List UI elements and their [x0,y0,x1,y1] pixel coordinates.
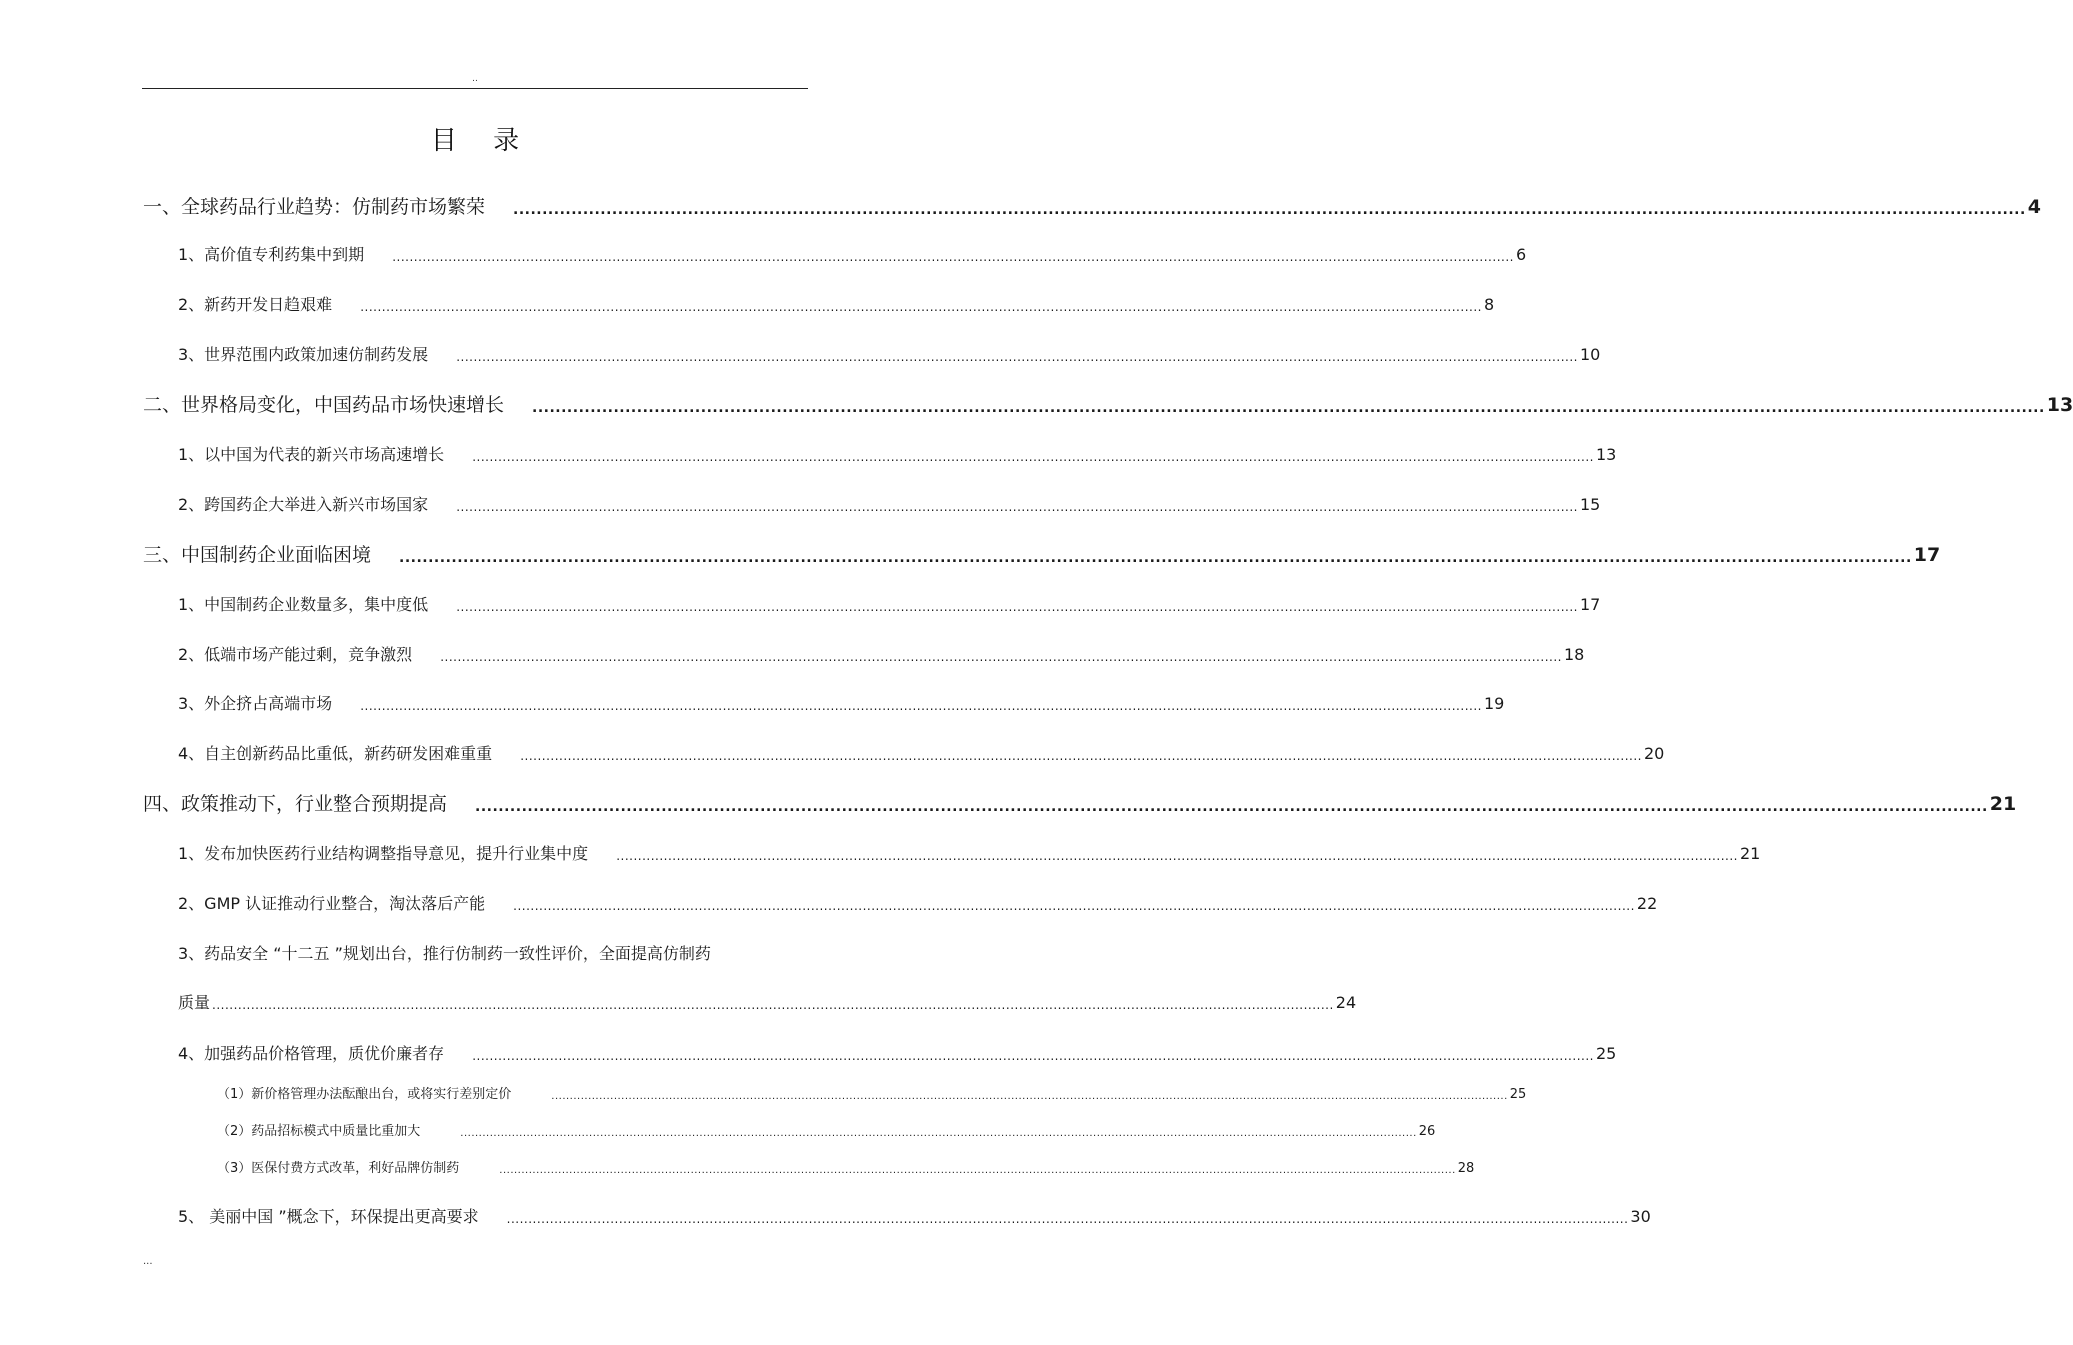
toc-entry-page: 21 [1989,793,2017,815]
toc-entry-label: 5、 美丽中国 ”概念下，环保提出更高要求 [178,1207,479,1226]
toc-entry-label: （3）医保付费方式改革，利好品牌仿制药 [217,1161,460,1176]
toc-leader-dots: .................................................................................................................................................................................................................................................................... [456,600,1578,614]
toc-leader-dots: .................................................................................................................................................................................................................................................................... [456,350,1578,364]
toc-entry-label: 1、以中国为代表的新兴市场高速增长 [178,445,445,464]
toc-subsection-4-5[interactable] [178,1205,1651,1229]
toc-subsection-3-3[interactable] [178,692,1505,716]
toc-entry-page: 26 [1418,1124,1436,1139]
toc-leader-dots: .................................................................................................................................................................................................................................................................... [360,699,1482,713]
toc-leader-dots: .................................................................................................................................................................................................................................................................... [472,450,1594,464]
toc-entry-label: 二、世界格局变化，中国药品市场快速增长 [143,394,505,416]
toc-entry-page: 10 [1579,345,1601,364]
toc-entry-label: （2）药品招标模式中质量比重加大 [217,1124,421,1139]
toc-entry-label: 2、低端市场产能过剩，竞争激烈 [178,645,413,664]
toc-entry-page: 15 [1579,495,1601,514]
toc-entry-page: 8 [1483,295,1495,314]
toc-leader-dots: .................................................................................................................................................................................................................................................................... [513,202,2026,218]
toc-entry-label: 一、全球药品行业趋势：仿制药市场繁荣 [143,196,486,218]
toc-subsection-1-3[interactable] [178,343,1601,367]
toc-entry-label: 2、新药开发日趋艰难 [178,295,333,314]
toc-entry-page: 13 [1595,445,1617,464]
toc-entry-label: 4、自主创新药品比重低，新药研发困难重重 [178,744,493,763]
toc-subsection-3-2[interactable] [178,643,1585,667]
toc-entry-label: 1、高价值专利药集中到期 [178,245,365,264]
toc-entry-page: 18 [1563,645,1585,664]
toc-entry-label: 三、中国制药企业面临困境 [143,544,372,566]
toc-leader-dots: .................................................................................................................................................................................................................................................................... [212,998,1334,1012]
toc-subsection-4-3[interactable] [178,991,1357,1015]
toc-entry-label: 1、中国制药企业数量多，集中度低 [178,595,429,614]
toc-leader-dots: .................................................................................................................................................................................................................................................................... [472,1049,1594,1063]
toc-leader-dots: .................................................................................................................................................................................................................................................................... [520,749,1642,763]
toc-subsection-4-2[interactable] [178,892,1658,916]
footer-mark: ... [143,1256,153,1267]
toc-entry-label: 四、政策推动下，行业整合预期提高 [143,793,448,815]
toc-entry-page: 22 [1636,894,1658,913]
toc-leader-dots: .................................................................................................................................................................................................................................................................... [460,1128,1417,1139]
toc-leader-dots: .................................................................................................................................................................................................................................................................... [532,400,2045,416]
toc-subsection-3-4[interactable] [178,742,1665,766]
toc-section-4[interactable] [143,790,2017,818]
toc-entry-label: 质量 [178,993,211,1012]
toc-section-3[interactable] [143,541,1941,569]
toc-entry-page: 30 [1630,1207,1651,1226]
toc-subsubsection-4-4-1[interactable] [217,1085,1527,1105]
toc-entry-page: 17 [1579,595,1601,614]
toc-leader-dots: .................................................................................................................................................................................................................................................................... [616,849,1738,863]
toc-entry-label: 3、外企挤占高端市场 [178,694,333,713]
toc-entry-page: 4 [2027,196,2042,218]
toc-subsection-1-1[interactable] [178,243,1527,267]
toc-entry-label: 4、加强药品价格管理，质优价廉者存 [178,1044,445,1063]
toc-leader-dots: .................................................................................................................................................................................................................................................................... [499,1165,1456,1176]
toc-leader-dots: .................................................................................................................................................................................................................................................................... [360,300,1482,314]
toc-subsection-4-3-first-line[interactable]: 3、药品安全 “十二五 ”规划出台，推行仿制药一致性评价，全面提高仿制药 [178,944,711,963]
toc-leader-dots: .................................................................................................................................................................................................................................................................... [551,1091,1508,1102]
toc-subsubsection-4-4-2[interactable] [217,1122,1436,1142]
toc-subsection-4-4[interactable] [178,1042,1617,1066]
toc-entry-label: （1）新价格管理办法酝酿出台，或将实行差别定价 [217,1087,512,1102]
toc-entry-page: 28 [1457,1161,1475,1176]
toc-leader-dots: .................................................................................................................................................................................................................................................................... [456,500,1578,514]
toc-entry-page: 17 [1913,544,1941,566]
toc-leader-dots: .................................................................................................................................................................................................................................................................... [399,550,1912,566]
toc-entry-page: 19 [1483,694,1505,713]
toc-leader-dots: .................................................................................................................................................................................................................................................................... [506,1212,1629,1226]
toc-entry-page: 25 [1595,1044,1617,1063]
toc-entry-label: 3、世界范围内政策加速仿制药发展 [178,345,429,364]
toc-entry-label: 2、跨国药企大举进入新兴市场国家 [178,495,429,514]
toc-subsection-1-2[interactable] [178,293,1495,317]
toc-entry-page: 13 [2046,394,2073,416]
toc-entry-page: 24 [1335,993,1357,1012]
toc-section-1[interactable] [143,193,2042,221]
toc-entry-page: 25 [1509,1087,1527,1102]
toc-subsection-3-1[interactable] [178,593,1601,617]
toc-entry-page: 20 [1643,744,1665,763]
toc-subsection-4-1[interactable] [178,842,1761,866]
toc-subsection-2-1[interactable] [178,443,1617,467]
toc-entry-label: 1、发布加快医药行业结构调整指导意见，提升行业集中度 [178,844,589,863]
toc-subsubsection-4-4-3[interactable] [217,1159,1475,1179]
toc-section-2[interactable] [143,391,2073,419]
toc-leader-dots: .................................................................................................................................................................................................................................................................... [513,899,1635,913]
toc-entry-page: 6 [1515,245,1527,264]
toc-entry-page: 21 [1739,844,1761,863]
toc-subsection-2-2[interactable] [178,493,1601,517]
toc-title: 目 录 [430,126,534,156]
header-mark: .. [472,74,478,84]
toc-leader-dots: .................................................................................................................................................................................................................................................................... [440,650,1562,664]
toc-leader-dots: .................................................................................................................................................................................................................................................................... [475,799,1988,815]
toc-entry-label: 2、GMP 认证推动行业整合，淘汰落后产能 [178,894,486,913]
toc-leader-dots: .................................................................................................................................................................................................................................................................... [392,250,1514,264]
